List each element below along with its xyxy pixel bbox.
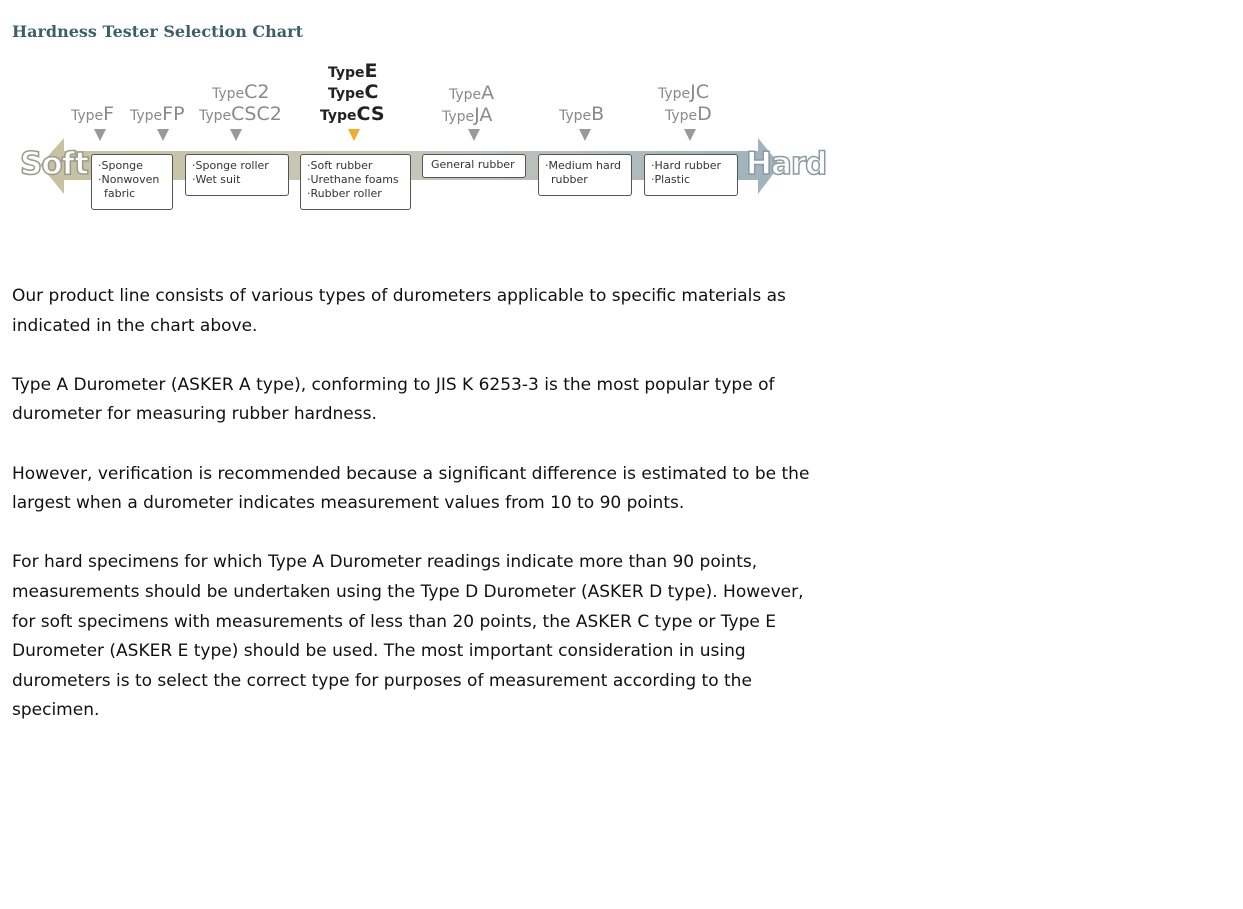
type-c-label: TypeC [328, 81, 379, 103]
page-title: Hardness Tester Selection Chart [12, 22, 303, 41]
material-item: ·Medium hard [545, 159, 622, 172]
type-b-label: TypeB [559, 103, 605, 125]
material-item: ·Sponge [98, 159, 143, 172]
soft-label: Soft [20, 146, 88, 182]
material-item: ·Rubber roller [307, 187, 382, 200]
material-item: rubber [551, 173, 588, 186]
paragraph: However, verification is recommended because a significant difference is estimated to be the largest when a durometer indicates measurement values from 10 to 90 points. [12, 463, 810, 514]
type-ja-label: TypeJA [442, 104, 493, 126]
type-jc-label: TypeJC [658, 81, 710, 103]
pointer-fp-icon [157, 129, 169, 141]
material-box-soft-rubber [300, 154, 411, 210]
pointer-c2-icon [230, 129, 242, 141]
type-a-label: TypeA [449, 82, 495, 104]
material-item: ·Nonwoven [98, 173, 160, 186]
material-item: fabric [104, 187, 136, 200]
paragraph: Type A Durometer (ASKER A type), conforming to JIS K 6253-3 is the most popular type of durometer for measuring rubber hardness. [12, 374, 775, 425]
type-e-label: TypeE [328, 60, 378, 82]
type-fp-label: TypeFP [130, 103, 185, 125]
material-item: ·Soft rubber [307, 159, 373, 172]
material-item: ·Hard rubber [651, 159, 722, 172]
type-f-label: TypeF [71, 103, 115, 125]
material-box-medium-hard-rubber [538, 154, 632, 196]
material-box-hard-rubber [644, 154, 738, 196]
pointer-a-icon [468, 129, 480, 141]
material-box-sponge-roller [185, 154, 289, 196]
description-text [12, 282, 824, 756]
material-item: ·Urethane foams [307, 173, 399, 186]
material-item: ·Plastic [651, 173, 691, 186]
paragraph: For hard specimens for which Type A Durometer readings indicate more than 90 points, measurements should be undertaken using the Type D Durometer (ASKER D type). However, for soft specimens with measurements of less than 20 points, the ASKER C type or Type E Durometer (ASKER E type) should be used. The most important consideration in using durometers is to select the correct type for purposes of measurement according to the specimen. [12, 552, 804, 721]
material-box-general-rubber [422, 154, 526, 178]
material-item: ·Wet suit [192, 173, 241, 186]
type-cs-label: TypeCS [320, 103, 385, 125]
material-item: ·Sponge roller [192, 159, 269, 172]
type-csc2-label: TypeCSC2 [199, 103, 282, 125]
pointer-f-icon [94, 129, 106, 141]
paragraph: Our product line consists of various types of durometers applicable to specific materials as indicated in the chart above. [12, 286, 786, 336]
type-d-label: TypeD [665, 103, 712, 125]
material-box-sponge [91, 154, 173, 210]
type-c2-label: TypeC2 [212, 81, 270, 103]
pointer-cs-icon [348, 129, 360, 141]
pointer-b-icon [579, 129, 591, 141]
hard-label: Hard [746, 146, 827, 182]
hardness-selection-chart [12, 58, 827, 220]
material-item: General rubber [431, 158, 515, 171]
pointer-d-icon [684, 129, 696, 141]
